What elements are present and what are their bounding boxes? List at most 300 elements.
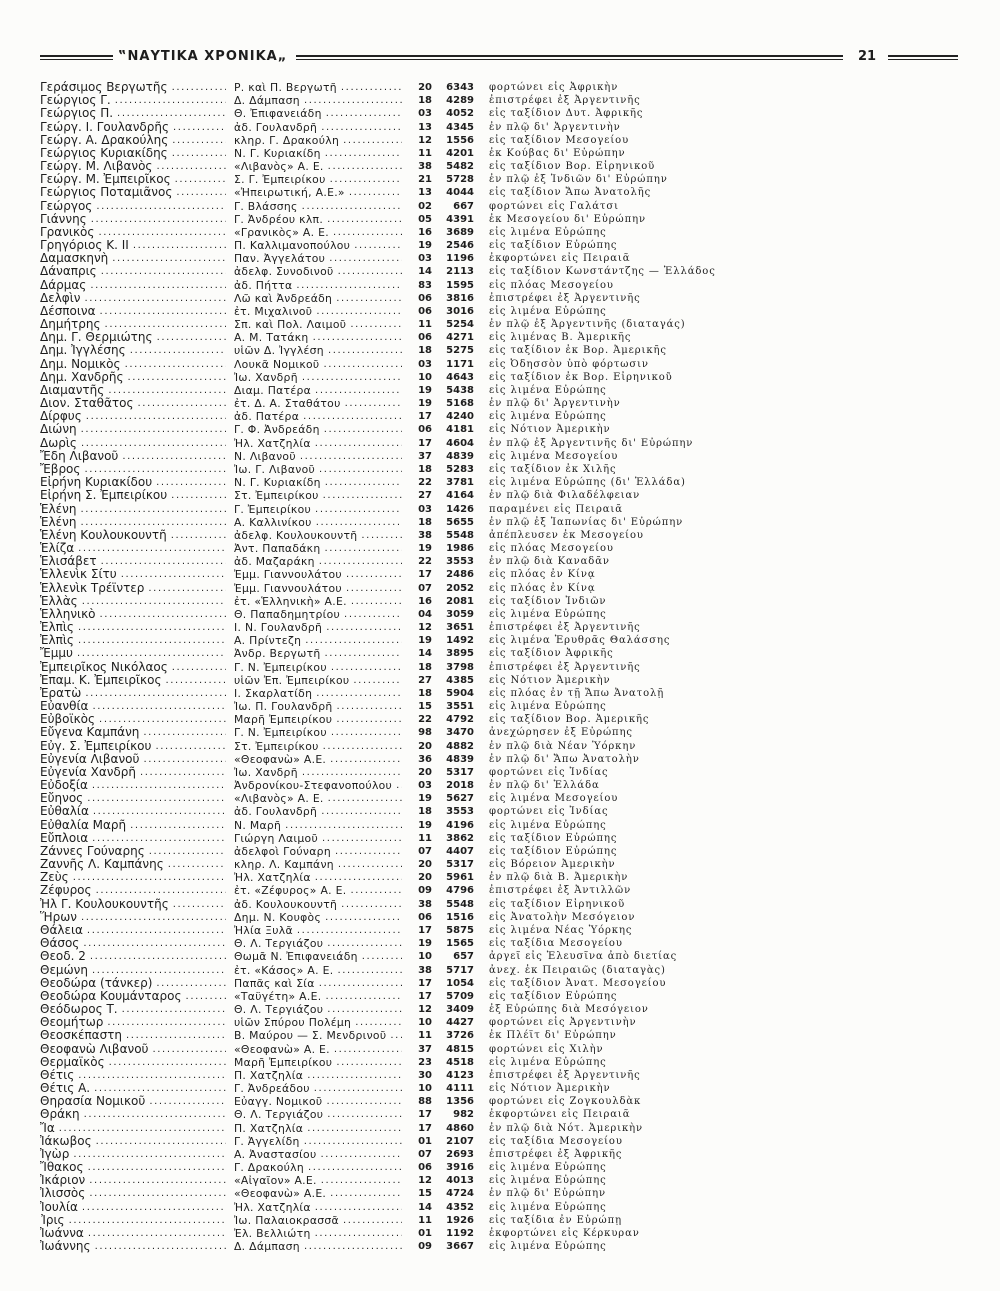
ship-tonnage: 3781 — [446, 477, 474, 489]
ship-row — [40, 173, 958, 186]
ship-row — [40, 1016, 958, 1029]
ship-code: 20 — [418, 82, 432, 93]
dot-leader — [81, 423, 226, 436]
ship-name: Εὐγενία Λιβανοῦ — [40, 752, 140, 766]
ship-owner-cell — [234, 252, 406, 265]
ship-row — [40, 1003, 958, 1016]
ship-code: 11 — [418, 1214, 432, 1226]
ship-code: 03 — [418, 503, 432, 515]
ship-name-cell — [40, 252, 230, 265]
ship-code: 20 — [418, 740, 432, 752]
ship-name: Ζαννῆς Λ. Καμπάνης — [40, 858, 164, 872]
dot-leader — [121, 568, 226, 581]
dot-leader — [324, 542, 402, 555]
ship-name-cell — [40, 713, 230, 726]
ship-status: ἐν πλῷ ἐξ Ἀργεντινῆς δι' Εὐρώπην — [489, 437, 694, 449]
dot-leader — [353, 674, 402, 687]
ship-name: Δημ. Νομικὸς — [40, 357, 121, 371]
ship-owner: ἀδελφ. Κουλουκουντῆ — [234, 528, 358, 542]
ship-tonnage: 4518 — [446, 1056, 474, 1068]
ship-code: 10 — [418, 371, 432, 383]
ship-row — [40, 463, 958, 476]
ship-tonnage: 1356 — [446, 1096, 474, 1108]
ship-owner: «Λιβανὸς» Α. Ε. — [234, 792, 324, 806]
ship-owner-cell — [234, 647, 406, 660]
dot-leader — [350, 884, 402, 897]
ship-status: ἐκ Πλέϊτ δι' Εὐρώπην — [489, 1030, 617, 1042]
dot-leader — [327, 213, 402, 226]
ship-status: εἰς πλόας Μεσογείου — [489, 279, 614, 291]
dot-leader — [108, 384, 226, 397]
ship-tonnage: 3862 — [446, 832, 474, 844]
magazine-title: ‟ΝΑΥΤΙΚΑ ΧΡΟΝΙΚΑ„ — [118, 49, 288, 64]
ship-code: 09 — [418, 885, 432, 897]
ship-tonnage: 1171 — [446, 358, 474, 370]
dot-leader — [334, 1043, 402, 1056]
dot-leader — [316, 687, 402, 700]
dot-leader — [337, 700, 403, 713]
dot-leader — [156, 160, 226, 173]
dot-leader — [149, 845, 226, 858]
ship-owner: Ἰω. Χανδρῆ — [234, 765, 298, 779]
ship-row — [40, 1069, 958, 1082]
ship-owner: Δ. Δάμπαση — [234, 94, 300, 108]
ship-name-cell — [40, 186, 230, 199]
ship-name: Δέσποινα — [40, 304, 96, 318]
dot-leader — [326, 621, 402, 634]
ship-owner-cell — [234, 1135, 406, 1148]
ship-name: Θεοδ. 2 — [40, 950, 86, 964]
dot-leader — [73, 871, 226, 884]
ship-name: Ἐλπὶς — [40, 634, 74, 648]
ship-owner: Γ. Φ. Ἀνδρεάδη — [234, 423, 320, 437]
ship-owner-cell — [234, 832, 406, 845]
ship-row — [40, 331, 958, 344]
ship-name: Ἐλπὶς — [40, 621, 74, 635]
ship-name-cell — [40, 331, 230, 344]
ship-code: 13 — [418, 121, 432, 133]
ship-owner: ἐτ. «Ἑλληνικὴ» Α.Ε. — [234, 594, 347, 608]
ship-status: εἰς λιμένα Εὐρώπης — [489, 701, 607, 713]
ship-owner: Ἐμμ. Γιαννουλάτου — [234, 568, 342, 582]
ship-tonnage: 5627 — [446, 793, 474, 805]
ship-tonnage: 5254 — [446, 319, 474, 331]
ship-code: 10 — [418, 1017, 432, 1029]
ship-owner-cell — [234, 371, 406, 384]
ship-name-cell — [40, 779, 230, 792]
ship-name: Ἴα — [40, 1121, 55, 1135]
ship-tonnage: 4385 — [446, 674, 474, 686]
ship-owner-cell — [234, 661, 406, 674]
dot-leader — [155, 740, 226, 753]
ship-name: Γεώργ. Ι. Γουλανδρῆς — [40, 120, 170, 134]
ship-code: 19 — [418, 635, 432, 647]
ship-status: ἐν πλῷ δι' Ἀργεντινὴν — [489, 398, 621, 410]
ship-name: Θάσος — [40, 937, 80, 951]
dot-leader — [89, 1187, 226, 1200]
ship-name: Εὐθαλία — [40, 805, 89, 819]
ship-name: Ἰγὼρ — [40, 1147, 70, 1161]
ship-owner: Π. Καλλιμανοπούλου — [234, 239, 351, 253]
ship-name-cell — [40, 384, 230, 397]
ship-owner-cell — [234, 1174, 406, 1187]
ship-row — [40, 292, 958, 305]
ship-row — [40, 766, 958, 779]
dot-leader — [319, 463, 402, 476]
ship-owner: Γ. Δρακούλη — [234, 1161, 304, 1175]
ship-code: 22 — [418, 477, 432, 489]
ship-tonnage: 4604 — [446, 437, 474, 449]
ship-code: 27 — [418, 674, 432, 686]
dot-leader — [96, 200, 226, 213]
ship-tonnage: 4181 — [446, 424, 474, 436]
ship-owner-cell — [234, 608, 406, 621]
ship-row — [40, 713, 958, 726]
ship-owner: ἀδ. Πατέρα — [234, 410, 300, 424]
ship-tonnage: 1192 — [446, 1227, 474, 1239]
ship-name: Δημ. Ἰγγλέσης — [40, 344, 126, 358]
ship-name-cell — [40, 94, 230, 107]
ship-tonnage: 657 — [453, 951, 474, 963]
dot-leader — [336, 713, 402, 726]
dot-leader — [84, 463, 226, 476]
ship-name-cell — [40, 766, 230, 779]
ship-status: εἰς λιμένα Νέας Ὑόρκης — [489, 925, 633, 936]
dot-leader — [156, 476, 226, 489]
ship-owner: ἀδελφ. Συνοδινοῦ — [234, 265, 334, 279]
ship-name: Θέτις Α. — [40, 1082, 91, 1096]
ship-name: Ἑλένη — [40, 515, 77, 529]
ship-tonnage: 5317 — [446, 766, 474, 778]
ship-status: εἰς ταξίδιον Εὐρώπης — [489, 845, 618, 857]
dot-leader — [330, 1187, 402, 1200]
dot-leader — [99, 713, 226, 726]
ship-row — [40, 1043, 958, 1056]
ship-row — [40, 160, 958, 173]
ship-status: εἰς ταξίδια Μεσογείου — [489, 1135, 623, 1147]
ship-owner-cell — [234, 186, 406, 199]
ship-owner: Διαμ. Πατέρα — [234, 383, 312, 397]
dot-leader — [130, 819, 226, 832]
ship-owner: ἐτ. Μιχαλινοῦ — [234, 304, 313, 318]
ship-code: 17 — [418, 437, 432, 449]
ship-name-cell — [40, 990, 230, 1003]
ship-code: 12 — [418, 1175, 432, 1187]
ship-status: εἰς πλόας ἐν τῇ Ἄπω Ἀνατολῇ — [489, 687, 665, 699]
ship-name-cell — [40, 200, 230, 213]
ship-name-cell — [40, 134, 230, 147]
ship-status: φορτώνει εἰς Ἰνδίας — [489, 766, 609, 778]
dot-leader — [319, 977, 402, 990]
ship-tonnage: 4407 — [446, 845, 474, 857]
dot-leader — [325, 476, 402, 489]
ship-tonnage: 1196 — [446, 253, 474, 265]
ship-tonnage: 5438 — [446, 384, 474, 396]
ship-tonnage: 4240 — [446, 411, 474, 423]
dot-leader — [346, 568, 402, 581]
ship-name-cell — [40, 977, 230, 990]
ship-name-cell — [40, 871, 230, 884]
ship-owner-cell — [234, 410, 406, 423]
dot-leader — [107, 1016, 226, 1029]
dot-leader — [327, 937, 402, 950]
ship-row — [40, 779, 958, 792]
ship-row — [40, 1095, 958, 1108]
ship-status: εἰς ταξίδιον Εὐρώπης — [489, 990, 618, 1002]
ship-name-cell — [40, 1201, 230, 1214]
ship-tonnage: 1426 — [446, 503, 474, 515]
ship-code: 20 — [418, 859, 432, 871]
dot-leader — [91, 213, 226, 226]
ship-name-cell — [40, 476, 230, 489]
ship-tonnage: 3553 — [446, 556, 474, 568]
ship-owner: Δημ. Ν. Κουφὸς — [234, 910, 322, 924]
dot-leader — [338, 265, 402, 278]
ship-owner: Ἰω. Π. Γουλανδρῆ — [234, 700, 333, 714]
dot-leader — [344, 608, 402, 621]
ship-owner-cell — [234, 884, 406, 897]
ship-name-cell — [40, 397, 230, 410]
ship-status: εἰς Ἀνατολὴν Μεσόγειον — [489, 911, 636, 923]
ship-owner: Γ. Ν. Ἐμπειρίκου — [234, 726, 327, 740]
ship-row — [40, 516, 958, 529]
ship-row — [40, 226, 958, 239]
ship-tonnage: 6343 — [446, 82, 474, 93]
ship-status: εἰς ταξίδιον Ἰνδιῶν — [489, 595, 607, 607]
ship-name-cell — [40, 1016, 230, 1029]
ship-row — [40, 832, 958, 845]
ship-status: ἐν πλῷ διὰ Β. Ἀμερικὴν — [489, 872, 629, 884]
ship-name: Γεώργ. Μ. Ἐμπειρῖκος — [40, 173, 171, 187]
ship-code: 06 — [418, 424, 432, 436]
ship-owner: Α. Ἀναστασίου — [234, 1147, 317, 1161]
ship-row — [40, 687, 958, 700]
ship-owner-cell — [234, 819, 406, 832]
dot-leader — [85, 687, 226, 700]
ship-row — [40, 819, 958, 832]
ship-owner-cell — [234, 964, 406, 977]
ship-owner-cell — [234, 173, 406, 186]
ship-name: Ἐρατὼ — [40, 686, 82, 700]
ship-owner: Γ. Βλάσσης — [234, 199, 298, 213]
ship-row — [40, 186, 958, 199]
ship-status: ἐπιστρέφει ἐξ Ἀργεντινῆς — [489, 622, 641, 634]
ship-status: ἐξ Εὐρώπης διὰ Μεσόγειον — [489, 1004, 649, 1016]
ship-tonnage: 4643 — [446, 371, 474, 383]
ship-name: Ἠλ Γ. Κουλουκουντῆς — [40, 897, 169, 911]
ship-owner: «Γρανικὸς» Α. Ε. — [234, 225, 329, 239]
ship-status: ἐν πλῷ δι' Ἑλλάδα — [489, 780, 600, 792]
ship-owner-cell — [234, 358, 406, 371]
ship-owner: ἀδ. Γουλανδρῆ — [234, 805, 318, 819]
ship-tonnage: 3059 — [446, 608, 474, 620]
ship-owner: Ν. Μαρῆ — [234, 818, 282, 832]
dot-leader — [308, 1161, 402, 1174]
ship-owner-cell — [234, 147, 406, 160]
ship-tonnage: 1556 — [446, 134, 474, 146]
dot-leader — [96, 1135, 226, 1148]
ship-name: Εἰρήνη Σ. Ἐμπειρίκου — [40, 489, 168, 503]
ship-owner-cell — [234, 107, 406, 120]
ship-name: Εὐδοξία — [40, 779, 88, 793]
dot-leader — [304, 1240, 402, 1253]
ship-owner-cell — [234, 674, 406, 687]
ship-name-cell — [40, 81, 230, 94]
ship-owner: Λουκᾶ Νομικοῦ — [234, 357, 320, 371]
ship-name-cell — [40, 845, 230, 858]
ship-tonnage: 667 — [453, 200, 474, 212]
ship-owner: Γ. Ἀνδρεάδου — [234, 1082, 310, 1096]
ship-tonnage: 1054 — [446, 977, 474, 989]
ship-name-cell — [40, 832, 230, 845]
ship-tonnage: 4815 — [446, 1043, 474, 1055]
ship-row — [40, 1201, 958, 1214]
ship-code: 07 — [418, 1148, 432, 1160]
ship-tonnage: 4196 — [446, 819, 474, 831]
ship-status: εἰς λιμένα Εὐρώπης — [489, 226, 607, 238]
ship-name-cell — [40, 1095, 230, 1108]
ship-tonnage: 5168 — [446, 398, 474, 410]
ship-status: ἐν πλῷ διὰ Φιλαδέλφειαν — [489, 490, 641, 502]
dot-leader — [354, 239, 402, 252]
ship-owner-cell — [234, 463, 406, 476]
ship-tonnage: 4724 — [446, 1188, 474, 1200]
ship-code: 01 — [418, 1135, 432, 1147]
ship-code: 13 — [418, 187, 432, 199]
ship-name-cell — [40, 489, 230, 502]
header-rule-right — [888, 55, 958, 60]
ship-name-cell — [40, 964, 230, 977]
ship-row — [40, 858, 958, 871]
ship-name: Ἰουλία — [40, 1200, 78, 1214]
dot-leader — [69, 1214, 226, 1227]
ship-name: Ἰωάννα — [40, 1226, 84, 1240]
ship-name: Θεοδώρα (τάνκερ) — [40, 976, 153, 990]
dot-leader — [92, 832, 226, 845]
ship-row — [40, 753, 958, 766]
ship-owner: Γ. Ἐμπειρίκου — [234, 502, 312, 516]
dot-leader — [328, 160, 402, 173]
dot-leader — [296, 279, 402, 292]
dot-leader — [122, 1003, 226, 1016]
dot-leader — [148, 582, 226, 595]
ship-name: Ἰκάριον — [40, 1174, 86, 1188]
ship-code: 16 — [418, 595, 432, 607]
ship-owner: Μαρῆ Ἐμπειρίκου — [234, 713, 333, 727]
ship-code: 17 — [418, 925, 432, 936]
ship-owner: Παν. Ἀγγελάτου — [234, 252, 326, 266]
dot-leader — [349, 186, 402, 199]
ship-status: παραμένει εἰς Πειραιᾶ — [489, 503, 623, 515]
dot-leader — [89, 1174, 226, 1187]
dot-leader — [100, 608, 226, 621]
ship-code: 10 — [418, 1083, 432, 1095]
ship-owner-cell — [234, 700, 406, 713]
ship-row — [40, 318, 958, 331]
ship-owner: «Αἰγαῖον» Α.Ε. — [234, 1174, 317, 1188]
ship-tonnage: 1926 — [446, 1214, 474, 1226]
ship-tonnage: 4123 — [446, 1069, 474, 1081]
ship-name-cell — [40, 463, 230, 476]
ship-name: Γεώργιος Κυριακίδης — [40, 146, 168, 160]
ship-status: ἐν πλῷ δι' Ἄπω Ἀνατολὴν — [489, 753, 640, 765]
dot-leader — [82, 1201, 226, 1214]
ship-row — [40, 1214, 958, 1227]
ship-owner: Γ. Ν. Ἐμπειρίκου — [234, 660, 327, 674]
ship-code: 11 — [418, 319, 432, 331]
dot-leader — [90, 950, 226, 963]
ship-name-cell — [40, 239, 230, 252]
ship-name-cell — [40, 1056, 230, 1069]
ship-name-cell — [40, 924, 230, 937]
ship-tonnage: 2693 — [446, 1148, 474, 1160]
ship-row — [40, 239, 958, 252]
dot-leader — [315, 1201, 402, 1214]
ship-tonnage: 2081 — [446, 595, 474, 607]
dot-leader — [325, 147, 402, 160]
ship-owner-cell — [234, 1029, 406, 1042]
ship-row — [40, 700, 958, 713]
ship-code: 37 — [418, 450, 432, 462]
ship-name-cell — [40, 1122, 230, 1135]
ship-name-cell — [40, 608, 230, 621]
ship-tonnage: 1516 — [446, 911, 474, 923]
header-rule-middle — [296, 55, 843, 60]
ship-row — [40, 898, 958, 911]
ship-owner-cell — [234, 634, 406, 647]
ship-code: 38 — [418, 898, 432, 910]
ship-status: ἀπέπλευσεν ἐκ Μεσογείου — [489, 529, 644, 541]
dot-leader — [149, 1095, 226, 1108]
dot-leader — [315, 503, 402, 516]
ship-code: 15 — [418, 701, 432, 713]
ship-tonnage: 2052 — [446, 582, 474, 594]
ship-owner: κληρ. Γ. Δρακούλη — [234, 133, 340, 147]
dot-leader — [328, 344, 402, 357]
dot-leader — [324, 423, 402, 436]
ship-owner: Π. Χατζηλία — [234, 1121, 304, 1135]
ship-owner: Θ. Λ. Τεργιάζου — [234, 1003, 324, 1017]
ship-name: Ἑλισάβετ — [40, 555, 97, 569]
dot-leader — [171, 489, 226, 502]
ship-name: Θερμαϊκὸς — [40, 1055, 105, 1069]
ship-name: Ἐπαμ. Κ. Ἐμπειρῖκος — [40, 673, 162, 687]
ship-status: εἰς Βόρειον Ἀμερικὴν — [489, 859, 616, 871]
ship-name: Γρηγόριος Κ. ΙΙ — [40, 239, 129, 253]
ship-name: Δημ. Χανδρῆς — [40, 370, 124, 384]
ship-owner-cell — [234, 226, 406, 239]
ship-code: 19 — [418, 819, 432, 831]
ship-owner-cell — [234, 1069, 406, 1082]
ship-owner: ἐτ. «Ζέφυρος» Α. Ε. — [234, 884, 347, 898]
ship-row — [40, 503, 958, 516]
ship-owner-cell — [234, 1043, 406, 1056]
ship-owner: «Ταϋγέτη» Α.Ε. — [234, 989, 322, 1003]
ship-owner: Ν. Λιβανοῦ — [234, 449, 296, 463]
ship-name-cell — [40, 1187, 230, 1200]
ship-status: εἰς λιμένα Ἐρυθρᾶς Θαλάσσης — [489, 635, 671, 647]
ship-status: ἐπιστρέφει ἐξ Ἀντιλλῶν — [489, 885, 632, 897]
ship-code: 06 — [418, 292, 432, 304]
dot-leader — [315, 437, 402, 450]
ship-code: 06 — [418, 332, 432, 344]
ship-name: Γεώργ. Μ. Λιβανὸς — [40, 160, 153, 174]
ship-status: ἐκ Κούβας δι' Εὐρώπην — [489, 147, 626, 159]
ship-owner: υἱῶν Ἐπ. Ἐμπειρίκου — [234, 673, 350, 687]
ship-name: Διώνη — [40, 423, 77, 437]
ship-status: ἐν πλῷ ἐξ Ἰνδιῶν δι' Εὐρώπην — [489, 174, 668, 186]
ship-name-cell — [40, 819, 230, 832]
